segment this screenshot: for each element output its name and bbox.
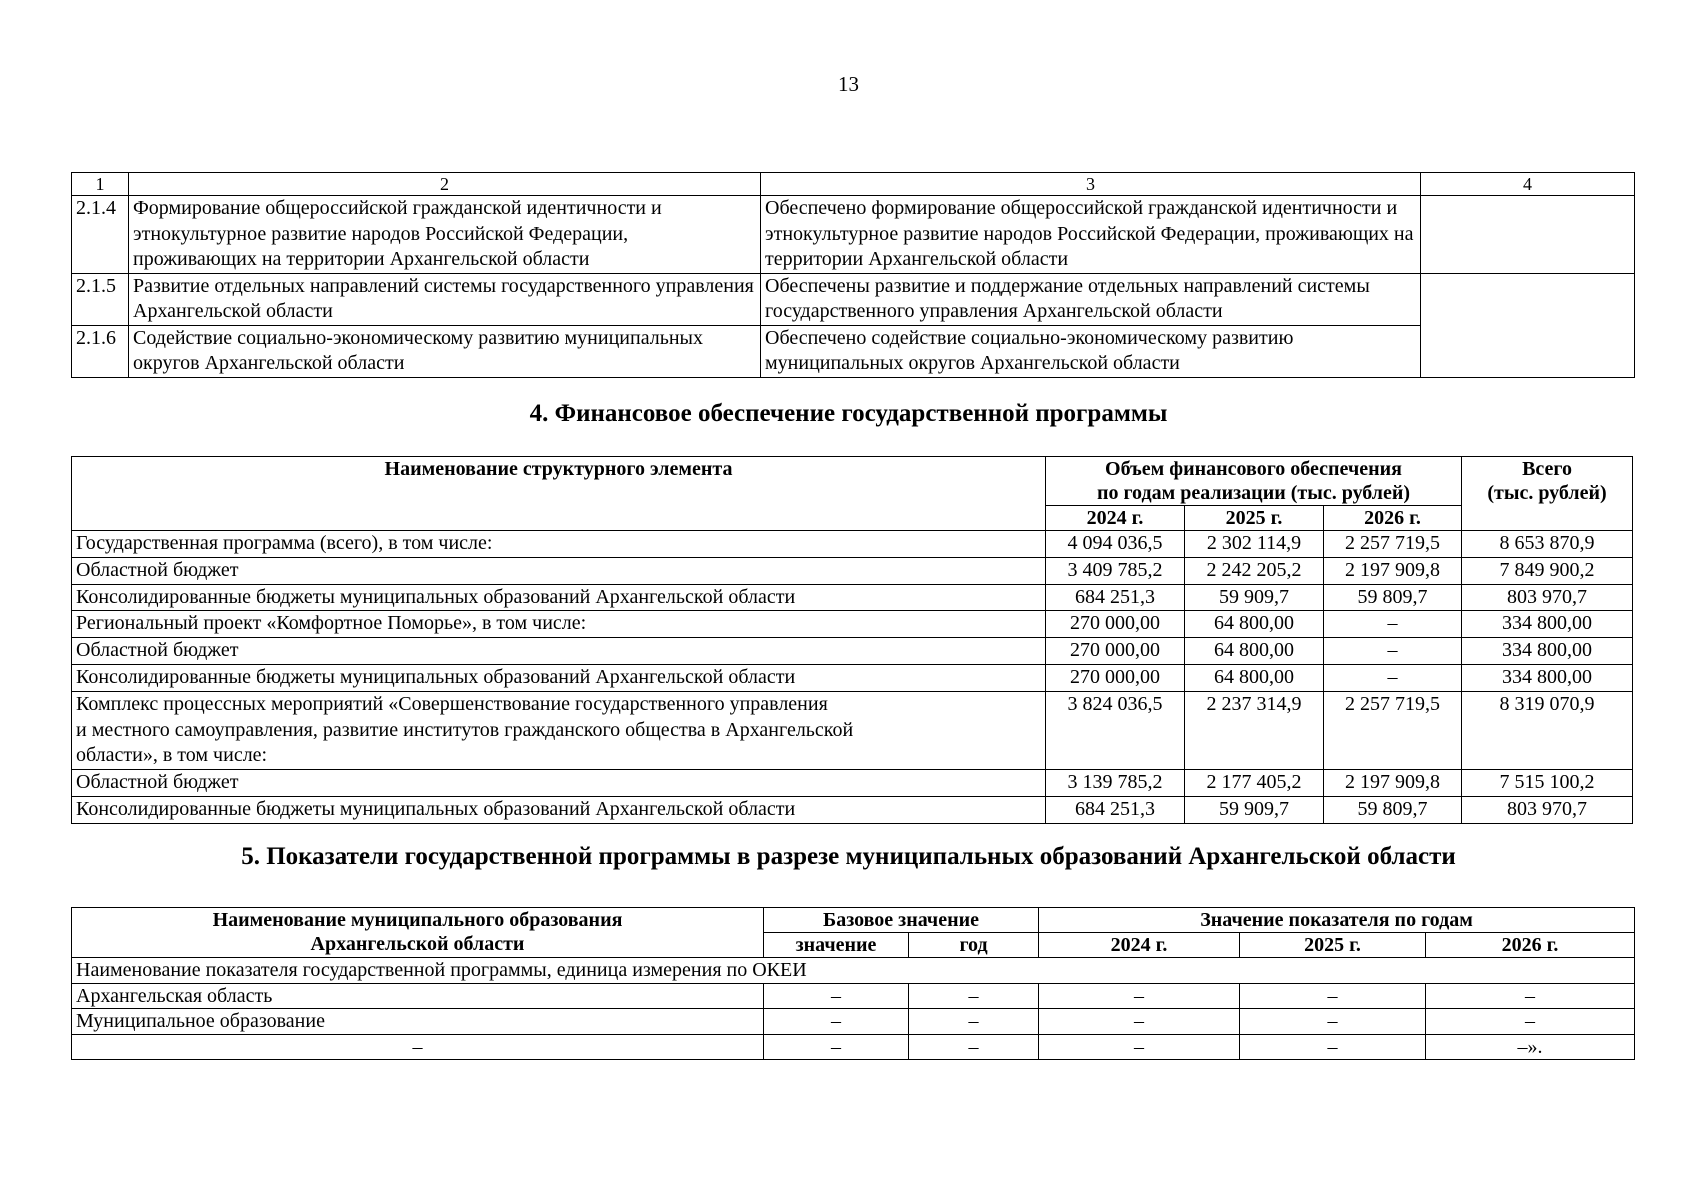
table-row xyxy=(72,983,1635,1009)
value-total: 8 653 870,9 xyxy=(1462,531,1633,558)
element-code: 2.1.4 xyxy=(72,196,129,274)
header-base-value: Базовое значение xyxy=(764,908,1039,933)
table-row xyxy=(72,531,1633,558)
table-row xyxy=(72,664,1633,691)
value-2024: 684 251,3 xyxy=(1046,584,1185,611)
indicator-name-row xyxy=(72,958,1635,984)
value-2026: 2 257 719,5 xyxy=(1324,691,1462,769)
value-2024: 3 139 785,2 xyxy=(1046,770,1185,797)
value-2024: 3 824 036,5 xyxy=(1046,691,1185,769)
row-name xyxy=(72,691,1046,769)
value-2026: – xyxy=(1324,611,1462,638)
row-name: Консолидированные бюджеты муниципальных образований Архангельской области xyxy=(72,664,1046,691)
value-total: 334 800,00 xyxy=(1462,664,1633,691)
element-task: Развитие отдельных направлений системы государственного управления Архангельской области xyxy=(129,273,761,325)
element-result: Обеспечены развитие и поддержание отдельных направлений системы государственного управления Архангельской области xyxy=(761,273,1421,325)
header-volume-line2: по годам реализации (тыс. рублей) xyxy=(1096,482,1411,504)
header-structural-element: Наименование структурного элемента xyxy=(72,457,1046,531)
value-2025: 59 909,7 xyxy=(1185,796,1324,823)
element-code: 2.1.6 xyxy=(72,325,129,377)
table-row xyxy=(72,770,1633,797)
element-result: Обеспечено содействие социально-экономическому развитию муниципальных округов Архангельской области xyxy=(761,325,1421,377)
row-name: Региональный проект «Комфортное Поморье», в том числе: xyxy=(72,611,1046,638)
row-name: Консолидированные бюджеты муниципальных образований Архангельской области xyxy=(72,584,1046,611)
value-2024: 4 094 036,5 xyxy=(1046,531,1185,558)
value-2025: – xyxy=(1240,1034,1426,1060)
value-2025: 2 177 405,2 xyxy=(1185,770,1324,797)
financing-table xyxy=(71,456,1633,824)
table-row xyxy=(72,196,1635,274)
element-task: Содействие социально-экономическому развитию муниципальных округов Архангельской области xyxy=(129,325,761,377)
value-2026: 2 197 909,8 xyxy=(1324,557,1462,584)
column-number-3: 3 xyxy=(761,173,1421,196)
base-value: – xyxy=(764,1034,909,1060)
value-2025: – xyxy=(1240,983,1426,1009)
value-total: 334 800,00 xyxy=(1462,611,1633,638)
base-value: – xyxy=(764,983,909,1009)
structural-elements-table xyxy=(71,172,1635,378)
base-year: – xyxy=(909,1009,1039,1035)
value-2026: – xyxy=(1324,638,1462,665)
table-row xyxy=(72,691,1633,769)
value-2026: 2 197 909,8 xyxy=(1324,770,1462,797)
table-row xyxy=(72,1009,1635,1035)
base-year: – xyxy=(909,983,1039,1009)
element-link xyxy=(1421,196,1635,274)
value-2025: 59 909,7 xyxy=(1185,584,1324,611)
value-2024: 270 000,00 xyxy=(1046,664,1185,691)
value-2024: – xyxy=(1039,1009,1240,1035)
row-name: Областной бюджет xyxy=(72,557,1046,584)
table-header-row xyxy=(72,173,1635,196)
section-5-title: 5. Показатели государственной программы в разрезе муниципальных образований Архангельской области xyxy=(241,843,1456,870)
municipality-name: Муниципальное образование xyxy=(72,1009,764,1035)
header-municipality-line2: Архангельской области xyxy=(310,933,525,955)
header-year-2026: 2026 г. xyxy=(1426,933,1635,958)
element-link xyxy=(1421,273,1635,377)
base-year: – xyxy=(909,1034,1039,1060)
value-2024: 270 000,00 xyxy=(1046,611,1185,638)
value-total: 334 800,00 xyxy=(1462,638,1633,665)
value-2026: 59 809,7 xyxy=(1324,584,1462,611)
page-number: 13 xyxy=(838,72,859,96)
value-total: 803 970,7 xyxy=(1462,796,1633,823)
header-total xyxy=(1462,457,1633,531)
table-row xyxy=(72,638,1633,665)
value-2026: 2 257 719,5 xyxy=(1324,531,1462,558)
value-2025: 64 800,00 xyxy=(1185,664,1324,691)
column-number-4: 4 xyxy=(1421,173,1635,196)
header-financing-volume xyxy=(1046,457,1462,506)
table-row xyxy=(72,1034,1635,1060)
value-2026: – xyxy=(1426,1009,1635,1035)
element-result: Обеспечено формирование общероссийской гражданской идентичности и этнокультурное развитие народов Российской Федерации, проживающих на территории Архангельской области xyxy=(761,196,1421,274)
value-total: 7 849 900,2 xyxy=(1462,557,1633,584)
municipality-name: – xyxy=(72,1034,764,1060)
value-2025: 2 237 314,9 xyxy=(1185,691,1324,769)
header-municipality-line1: Наименование муниципального образования xyxy=(212,909,623,931)
value-2026: – xyxy=(1426,983,1635,1009)
table-row xyxy=(72,557,1633,584)
table-header-row xyxy=(72,457,1633,506)
value-2025: – xyxy=(1240,1009,1426,1035)
column-number-1: 1 xyxy=(72,173,129,196)
table-header-row xyxy=(72,908,1635,933)
element-task: Формирование общероссийской гражданской идентичности и этнокультурное развитие народов Российской Федерации, проживающих на территории Архангельской области xyxy=(129,196,761,274)
value-total: 803 970,7 xyxy=(1462,584,1633,611)
header-total-line1: Всего xyxy=(1522,458,1572,480)
indicators-table xyxy=(71,907,1635,1060)
value-total: 8 319 070,9 xyxy=(1462,691,1633,769)
value-2024: – xyxy=(1039,983,1240,1009)
header-year-2024: 2024 г. xyxy=(1039,933,1240,958)
value-total: 7 515 100,2 xyxy=(1462,770,1633,797)
row-name-line3: области», в том числе: xyxy=(76,744,268,767)
value-2026: –». xyxy=(1426,1034,1635,1060)
table-row xyxy=(72,796,1633,823)
header-volume-line1: Объем финансового обеспечения xyxy=(1105,458,1402,480)
row-name: Областной бюджет xyxy=(72,770,1046,797)
value-2025: 2 242 205,2 xyxy=(1185,557,1324,584)
value-2025: 2 302 114,9 xyxy=(1185,531,1324,558)
header-base-value-value: значение xyxy=(764,933,909,958)
row-name: Государственная программа (всего), в том числе: xyxy=(72,531,1046,558)
row-name: Областной бюджет xyxy=(72,638,1046,665)
municipality-name: Архангельская область xyxy=(72,983,764,1009)
header-municipality xyxy=(72,908,764,958)
element-code: 2.1.5 xyxy=(72,273,129,325)
header-values-by-year: Значение показателя по годам xyxy=(1039,908,1635,933)
header-year-2025: 2025 г. xyxy=(1185,506,1324,531)
header-total-line2: (тыс. рублей) xyxy=(1487,482,1607,504)
table-row xyxy=(72,273,1635,325)
indicator-name: Наименование показателя государственной программы, единица измерения по ОКЕИ xyxy=(72,958,1635,984)
column-number-2: 2 xyxy=(129,173,761,196)
base-value: – xyxy=(764,1009,909,1035)
value-2026: – xyxy=(1324,664,1462,691)
header-base-value-year: год xyxy=(909,933,1039,958)
value-2024: 3 409 785,2 xyxy=(1046,557,1185,584)
table-row xyxy=(72,325,1635,377)
value-2024: 684 251,3 xyxy=(1046,796,1185,823)
value-2024: – xyxy=(1039,1034,1240,1060)
table-row xyxy=(72,584,1633,611)
value-2025: 64 800,00 xyxy=(1185,638,1324,665)
section-4-title: 4. Финансовое обеспечение государственной программы xyxy=(529,400,1168,427)
row-name-line2: и местного самоуправления, развитие институтов гражданского общества в Архангельской xyxy=(76,718,854,741)
row-name-line1: Комплекс процессных мероприятий «Совершенствование государственного управления xyxy=(76,692,828,715)
header-year-2025: 2025 г. xyxy=(1240,933,1426,958)
header-year-2024: 2024 г. xyxy=(1046,506,1185,531)
table-row xyxy=(72,611,1633,638)
header-year-2026: 2026 г. xyxy=(1324,506,1462,531)
row-name: Консолидированные бюджеты муниципальных образований Архангельской области xyxy=(72,796,1046,823)
value-2024: 270 000,00 xyxy=(1046,638,1185,665)
value-2026: 59 809,7 xyxy=(1324,796,1462,823)
value-2025: 64 800,00 xyxy=(1185,611,1324,638)
